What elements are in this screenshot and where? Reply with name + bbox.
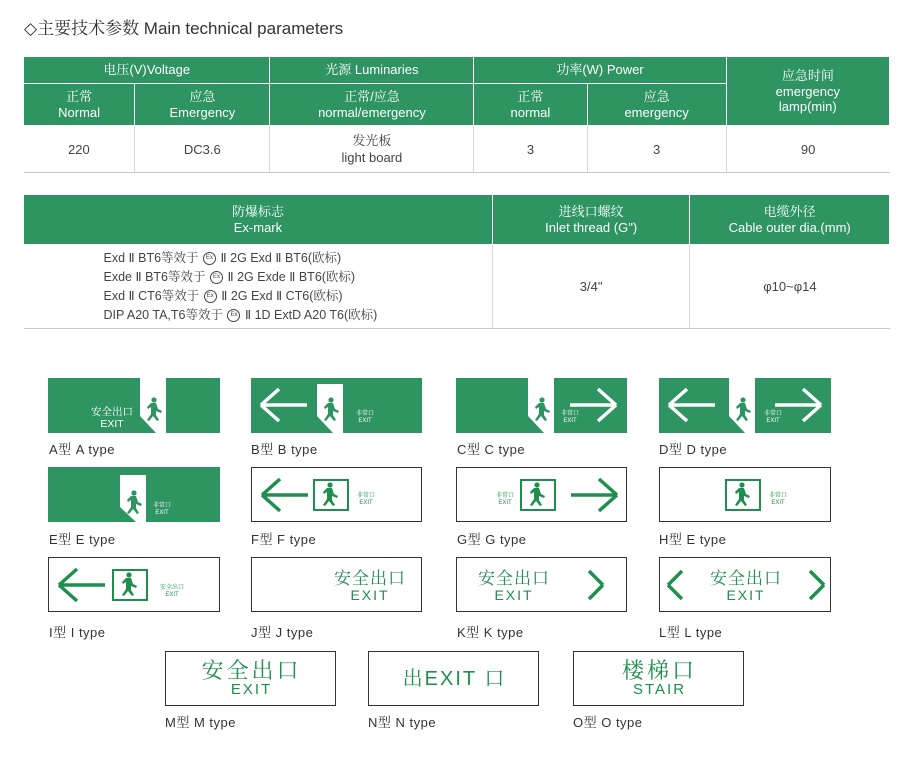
cell-power-emergency: 3 bbox=[587, 126, 726, 173]
left-arrow-icon bbox=[252, 468, 423, 523]
left-arrow-icon bbox=[251, 378, 422, 433]
right-arrow-icon bbox=[456, 378, 627, 433]
small-exit-label: 安全出口 EXIT bbox=[159, 585, 184, 598]
exit-label: 安全出口 EXIT bbox=[334, 569, 406, 603]
spec-table-main bbox=[23, 56, 890, 173]
exit-label: 安全出口 EXIT bbox=[201, 658, 302, 698]
cell-emergency-time: 90 bbox=[726, 126, 889, 173]
caption-type-a: A型 A type bbox=[49, 442, 115, 457]
sign-type-g bbox=[456, 467, 627, 522]
sign-type-m bbox=[165, 651, 336, 706]
small-exit-label: 非常口 EXIT bbox=[355, 411, 374, 424]
sign-type-e bbox=[48, 467, 220, 522]
small-exit-label: 非常口 EXIT bbox=[763, 411, 782, 424]
right-arrow-icon bbox=[457, 468, 628, 523]
caption-type-c: C型 C type bbox=[457, 442, 526, 457]
caption-type-n: N型 N type bbox=[368, 715, 437, 730]
page-title: ◇主要技术参数 Main technical parameters bbox=[24, 19, 344, 38]
exit-label: 出EXIT 口 bbox=[402, 668, 507, 690]
sign-type-i bbox=[48, 557, 220, 612]
caption-type-e: E型 E type bbox=[49, 532, 116, 547]
header-luminaries-sub: 正常/应急 normal/emergency bbox=[270, 84, 474, 126]
cell-cable-dia: φ10~φ14 bbox=[690, 245, 890, 329]
header-voltage: 电压(V)Voltage bbox=[24, 57, 270, 84]
caption-type-i: I型 I type bbox=[49, 625, 106, 640]
sign-type-b bbox=[251, 378, 422, 433]
sign-type-f bbox=[251, 467, 422, 522]
exit-door-icon bbox=[660, 468, 832, 523]
ex-logo-icon: Ex bbox=[204, 290, 217, 303]
cell-light-source: 发光板 light board bbox=[270, 126, 474, 173]
small-exit-label: 非常口 EXIT bbox=[152, 503, 171, 516]
ex-mark-line: Exde Ⅱ BT6等效于 Ex Ⅱ 2G Exde Ⅱ BT6(欧标) bbox=[103, 269, 356, 284]
ex-mark-line: Exd Ⅱ BT6等效于 Ex Ⅱ 2G Exd Ⅱ BT6(欧标) bbox=[103, 250, 342, 265]
exit-label: 安全出口 EXIT bbox=[91, 406, 133, 430]
caption-type-m: M型 M type bbox=[165, 715, 236, 730]
caption-type-d: D型 D type bbox=[659, 442, 728, 457]
caption-type-f: F型 F type bbox=[251, 532, 317, 547]
header-ex-mark: 防爆标志 Ex-mark bbox=[24, 195, 493, 245]
caption-type-o: O型 O type bbox=[573, 715, 643, 730]
ex-mark-line: DIP A20 TA,T6等效于 Ex Ⅱ 1D ExtD A20 T6(欧标) bbox=[103, 307, 378, 322]
header-cable-dia: 电缆外径 Cable outer dia.(mm) bbox=[690, 195, 890, 245]
double-arrow-icon bbox=[659, 378, 831, 433]
header-power-normal: 正常 normal bbox=[474, 84, 587, 126]
header-voltage-emergency: 应急 Emergency bbox=[135, 84, 270, 126]
caption-type-g: G型 G type bbox=[457, 532, 527, 547]
header-power-emergency: 应急 emergency bbox=[587, 84, 726, 126]
spec-table-ex bbox=[23, 194, 890, 329]
cell-inlet-thread: 3/4" bbox=[492, 245, 689, 329]
small-exit-label: 非常口 EXIT bbox=[356, 493, 375, 506]
sign-type-c bbox=[456, 378, 627, 433]
sign-type-j bbox=[251, 557, 422, 612]
caption-type-j: J型 J type bbox=[251, 625, 314, 640]
sign-type-k bbox=[456, 557, 627, 612]
cell-voltage-normal: 220 bbox=[24, 126, 135, 173]
cell-voltage-emergency: DC3.6 bbox=[135, 126, 270, 173]
header-power: 功率(W) Power bbox=[474, 57, 726, 84]
header-luminaries: 光源 Luminaries bbox=[270, 57, 474, 84]
small-exit-label: 非常口 EXIT bbox=[495, 493, 514, 506]
sign-type-n bbox=[368, 651, 539, 706]
header-emergency-time: 应急时间 emergency lamp(min) bbox=[726, 57, 889, 126]
caption-type-h: H型 E type bbox=[659, 532, 727, 547]
stair-label: 楼梯口 STAIR bbox=[621, 658, 697, 698]
ex-logo-icon: Ex bbox=[227, 309, 240, 322]
sign-type-h bbox=[659, 467, 831, 522]
sign-type-o bbox=[573, 651, 744, 706]
left-arrow-icon bbox=[49, 558, 221, 613]
sign-type-l bbox=[659, 557, 831, 612]
ex-logo-icon: Ex bbox=[203, 252, 216, 265]
cell-power-normal: 3 bbox=[474, 126, 587, 173]
header-inlet-thread: 进线口螺纹 Inlet thread (G") bbox=[492, 195, 689, 245]
caption-type-k: K型 K type bbox=[457, 625, 524, 640]
ex-logo-icon: Ex bbox=[210, 271, 223, 284]
sign-type-d bbox=[659, 378, 831, 433]
exit-door-icon bbox=[48, 467, 220, 522]
small-exit-label: 非常口 EXIT bbox=[768, 493, 787, 506]
small-exit-label: 非常口 EXIT bbox=[560, 411, 579, 424]
caption-type-b: B型 B type bbox=[251, 442, 318, 457]
exit-label: 安全出口 EXIT bbox=[710, 569, 782, 603]
header-voltage-normal: 正常 Normal bbox=[24, 84, 135, 126]
sign-type-a bbox=[48, 378, 220, 433]
exit-label: 安全出口 EXIT bbox=[478, 569, 550, 603]
cell-ex-marks bbox=[24, 245, 493, 329]
caption-type-l: L型 L type bbox=[659, 625, 723, 640]
ex-mark-line: Exd Ⅱ CT6等效于 Ex Ⅱ 2G Exd Ⅱ CT6(欧标) bbox=[103, 288, 343, 303]
